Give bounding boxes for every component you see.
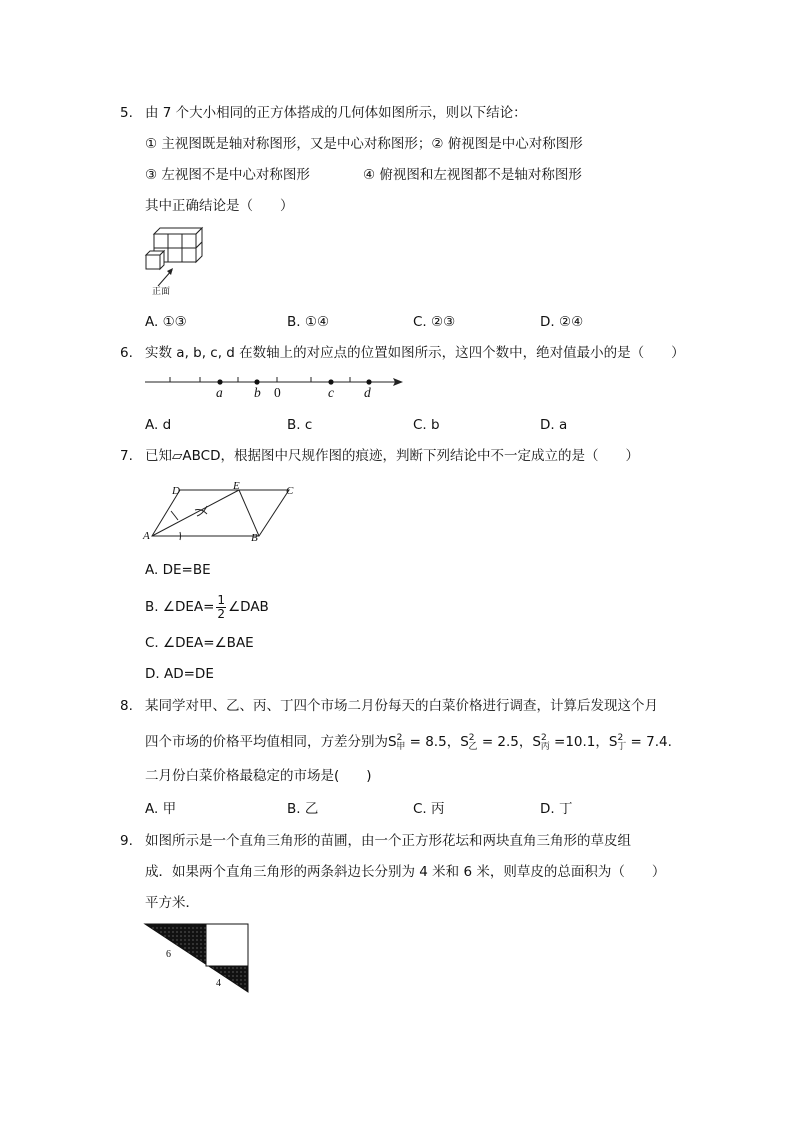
q6-option-a[interactable]: A. d xyxy=(145,417,172,433)
q6-label-b: b xyxy=(254,385,261,400)
q5-statement-4: ④ 俯视图和左视图都不是轴对称图形 xyxy=(363,167,582,183)
q9-line-1: 如图所示是一个直角三角形的苗圃，由一个正方形花坛和两块直角三角形的草皮组 xyxy=(145,833,631,849)
variance-bing: $S^2_丙 =10.1$， xyxy=(532,733,609,752)
q9-label-6: 6 xyxy=(166,949,171,960)
q7-option-d[interactable]: D. AD=DE xyxy=(145,666,214,682)
q6-option-c[interactable]: C. b xyxy=(413,417,440,433)
q6-label-zero: 0 xyxy=(274,385,281,400)
q7-option-c[interactable]: C. ∠DEA=∠BAE xyxy=(145,635,254,651)
q5-front-label: 正面 xyxy=(152,287,171,297)
q8-line-2: 四个市场的价格平均值相同，方差分别为$S^2_甲 = 8.5$，$S^2_乙 = 2.5$，$S^2_丙 =10.1$，$S^2_丁 = 7.4$. xyxy=(145,733,672,752)
variance-ding: $S^2_丁 = 7.4$. xyxy=(608,733,672,752)
q6-stem: 实数 a, b, c, d 在数轴上的对应点的位置如图所示，这四个数中，绝对值最小的是（ ） xyxy=(145,345,685,361)
q5-statement-3: ③ 左视图不是中心对称图形 xyxy=(145,167,310,183)
q5-statement-1-2: ① 主视图既是轴对称图形，又是中心对称图形；② 俯视图是中心对称图形 xyxy=(145,136,583,152)
q7-option-b[interactable] xyxy=(145,590,269,624)
q6-option-d[interactable]: D. a xyxy=(540,417,568,433)
q9-triangle-figure xyxy=(143,922,253,994)
q7-vertex-c: C xyxy=(286,485,294,497)
q6-option-b[interactable]: B. c xyxy=(287,417,313,433)
q9-label-4: 4 xyxy=(216,978,221,989)
q7-option-b-suffix: ∠DAB xyxy=(228,599,269,615)
q7-vertex-e: E xyxy=(233,480,240,492)
variance-yi: $S^2_乙 = 2.5$， xyxy=(460,733,533,752)
q8-line-3: 二月份白菜价格最稳定的市场是( ) xyxy=(145,768,372,784)
q7-vertex-b: B xyxy=(251,532,258,544)
q8-option-b[interactable]: B. 乙 xyxy=(287,801,319,817)
q7-stem: 已知▱ABCD，根据图中尺规作图的痕迹，判断下列结论中不一定成立的是（ ） xyxy=(145,448,639,464)
q7-option-a[interactable]: A. DE=BE xyxy=(145,562,211,578)
q5-number: 5. xyxy=(120,105,133,121)
q8-option-c[interactable]: C. 丙 xyxy=(413,801,445,817)
q5-stem: 由 7 个大小相同的正方体搭成的几何体如图所示，则以下结论： xyxy=(145,105,527,121)
q5-option-b[interactable]: B. ①④ xyxy=(287,314,330,330)
q8-option-d[interactable]: D. 丁 xyxy=(540,801,573,817)
q8-option-a[interactable]: A. 甲 xyxy=(145,801,177,817)
q5-option-a[interactable]: A. ①③ xyxy=(145,314,187,330)
q6-label-a: a xyxy=(216,385,223,400)
q7-option-b-prefix: B. ∠DEA= xyxy=(145,599,215,615)
fraction-one-half: $\frac{1}{2}$ xyxy=(217,592,226,621)
q7-vertex-a: A xyxy=(143,530,150,542)
q6-label-d: d xyxy=(364,385,371,400)
q8-number: 8. xyxy=(120,698,133,714)
q7-parallelogram-figure xyxy=(143,478,303,544)
q6-number: 6. xyxy=(120,345,133,361)
q9-number: 9. xyxy=(120,833,133,849)
variance-jia: $S^2_甲 = 8.5$， xyxy=(388,733,461,752)
q9-line-3: 平方米． xyxy=(145,895,199,911)
q5-option-d[interactable]: D. ②④ xyxy=(540,314,584,330)
q7-number: 7. xyxy=(120,448,133,464)
q7-vertex-d: D xyxy=(172,485,180,497)
q8-line-1: 某同学对甲、乙、丙、丁四个市场二月份每天的白菜价格进行调查，计算后发现这个月 xyxy=(145,698,658,714)
q5-option-c[interactable]: C. ②③ xyxy=(413,314,456,330)
q5-question: 其中正确结论是（ ） xyxy=(145,198,294,214)
q9-line-2: 成．如果两个直角三角形的两条斜边长分别为 4 米和 6 米，则草皮的总面积为（ ） xyxy=(145,864,666,880)
q6-label-c: c xyxy=(328,385,334,400)
